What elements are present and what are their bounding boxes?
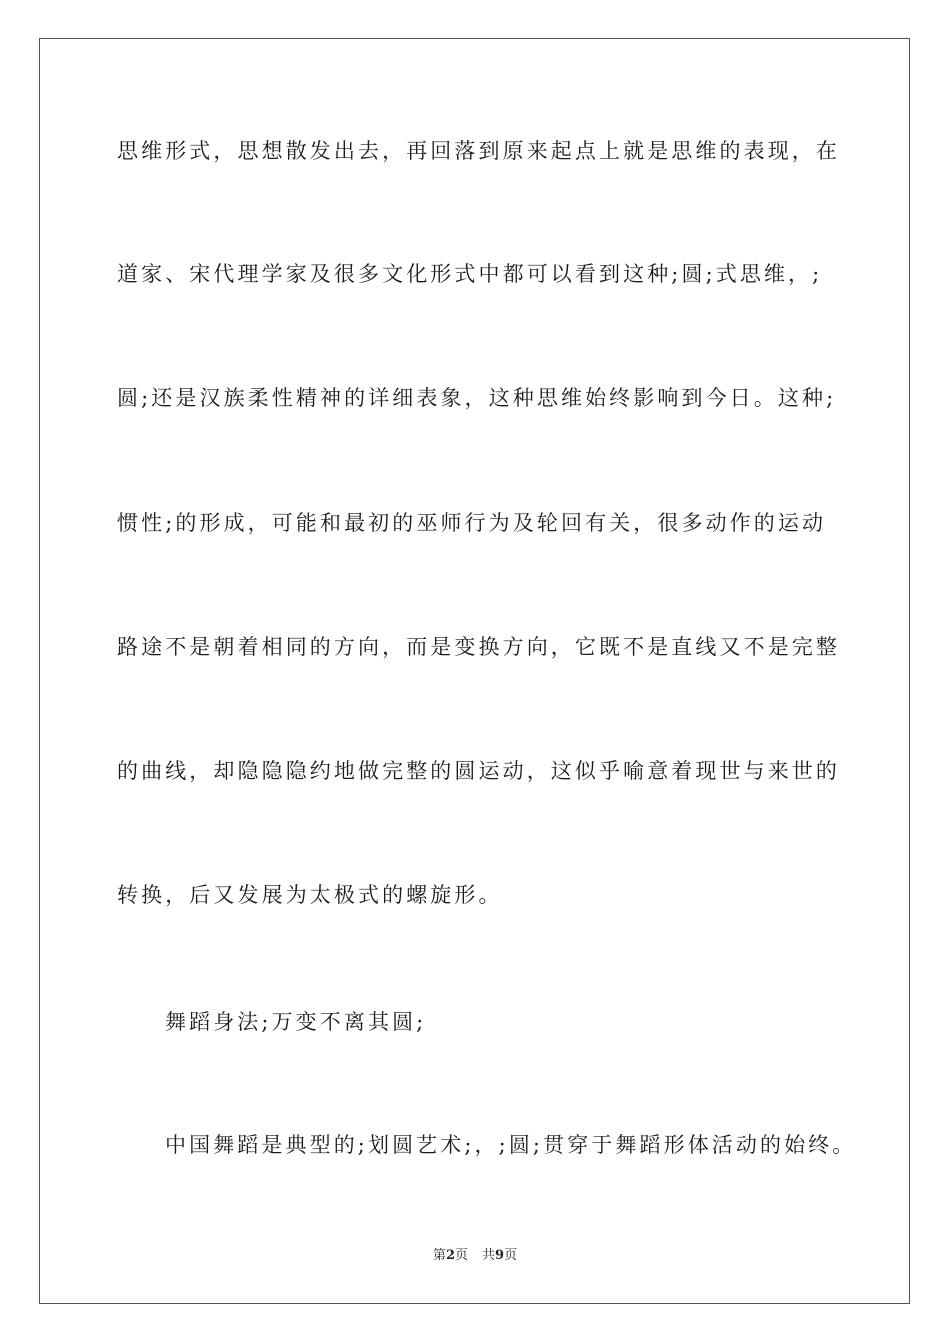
paragraph-line-5: 路途不是朝着相同的方向，而是变换方向，它既不是直线又不是完整 (117, 635, 840, 659)
paragraph-line-2: 道家、宋代理学家及很多文化形式中都可以看到这种;圆;式思维，; (117, 262, 823, 286)
footer-total-suffix: 页 (504, 1248, 518, 1263)
page-border (39, 38, 910, 1304)
footer-total-pages: 9 (495, 1248, 505, 1263)
paragraph-line-4: 惯性;的形成，可能和最初的巫师行为及轮回有关，很多动作的运动 (117, 511, 827, 535)
footer-total-prefix: 共 (482, 1248, 496, 1263)
footer-page-prefix: 第 (432, 1248, 446, 1263)
paragraph-line-6: 的曲线，却隐隐隐约地做完整的圆运动，这似乎喻意着现世与来世的 (117, 759, 840, 783)
section-heading: 舞蹈身法;万变不离其圆; (165, 1010, 427, 1034)
paragraph-line-1: 思维形式，思想散发出去，再回落到原来起点上就是思维的表现，在 (117, 139, 840, 163)
paragraph-line-9: 中国舞蹈是典型的;划圆艺术;，;圆;贯穿于舞蹈形体活动的始终。 (165, 1133, 857, 1157)
footer-page-number: 2 (445, 1248, 455, 1263)
footer-page-suffix: 页 (454, 1248, 468, 1263)
paragraph-line-7: 转换，后又发展为太极式的螺旋形。 (117, 883, 503, 907)
paragraph-line-3: 圆;还是汉族柔性精神的详细表象，这种思维始终影响到今日。这种; (117, 386, 837, 410)
page-footer (0, 1248, 950, 1264)
